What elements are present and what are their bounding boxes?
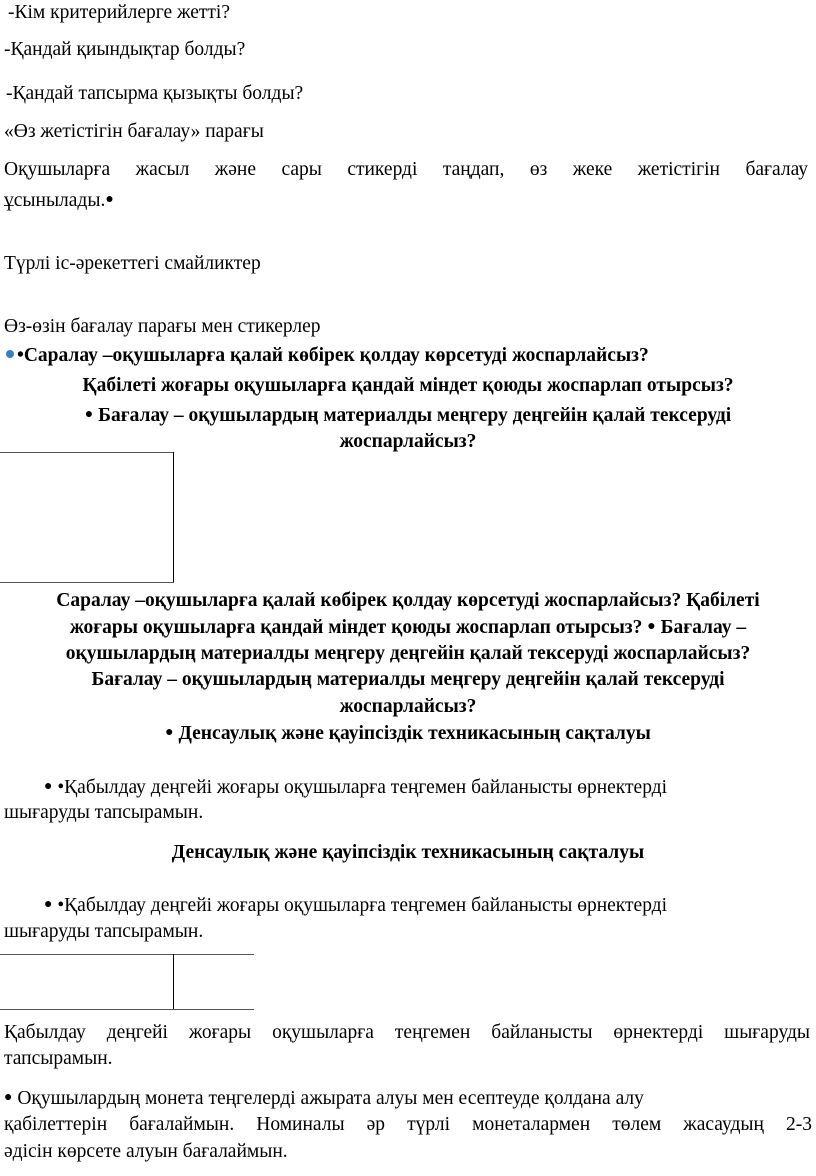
frame-bottom-border	[0, 582, 174, 583]
sticker-text-line1: Оқушыларға жасыл және сары стикерді таңдап, өз жеке жетістігін бағалау	[4, 159, 808, 180]
blue-bullet-icon	[6, 350, 14, 358]
bullet-icon: ●	[165, 725, 174, 740]
bullet-icon: ●	[84, 407, 94, 422]
sticker-text-end: ұсынылады.	[4, 190, 106, 211]
bold-b2a-text: жоғары оқушыларға қандай міндет қоюды жоспарлап отырсыз?	[69, 617, 648, 638]
bold-section-a-line4: жоспарлайсыз?	[339, 431, 477, 452]
bullet-icon: ●	[4, 1090, 13, 1105]
question-criteria: -Кім критерийлерге жетті?	[8, 2, 230, 23]
task-2a-text: •Қабылдау деңгейі жоғары оқушыларға теңгемен байланысты өрнектерді	[52, 895, 668, 916]
bold-section-b-line1: Саралау –оқушыларға қалай көбірек қолдау көрсетуді жоспарлайсыз? Қабілеті	[56, 590, 760, 611]
bullet-icon: ●	[647, 619, 656, 634]
coins-line3: әдісін көрсете алуын бағалаймын.	[4, 1141, 288, 1162]
bold-section-a-line1	[4, 343, 816, 369]
table-top-border	[0, 954, 254, 955]
coins-line2: қабілеттерін бағалаймын. Номиналы әр түрлі монеталармен төлем жасаудың 2-3	[4, 1114, 812, 1135]
task-1-line2: шығаруды тапсырамын.	[4, 802, 204, 823]
question-interesting-task: -Қандай тапсырма қызықты болды?	[6, 83, 304, 104]
task-2-line1	[44, 892, 816, 919]
frame-right-border	[173, 452, 174, 583]
sheet-title: «Өз жетістігін бағалау» парағы	[4, 121, 264, 142]
bold-section-b-line5: жоспарлайсыз?	[339, 696, 477, 717]
task-1a-text: •Қабылдау деңгейі жоғары оқушыларға теңгемен байланысты өрнектерді	[52, 777, 668, 798]
sticker-text-line2	[4, 187, 816, 214]
task-3-line2: тапсырамын.	[4, 1048, 113, 1069]
frame-top-border	[0, 452, 174, 453]
bullet-icon: ●	[44, 897, 53, 912]
coins-line1	[4, 1085, 816, 1112]
question-difficulties: -Қандай қиындықтар болды?	[4, 39, 246, 60]
bold-b2b-text: Бағалау –	[655, 617, 747, 638]
coins-1-text: Оқушылардың монета теңгелерді ажырата алуы мен есептеуде қолдана алу	[12, 1088, 644, 1109]
bold-section-a-line3	[0, 402, 816, 429]
smileys-line: Түрлі іс-әрекеттегі смайликтер	[4, 253, 261, 274]
bold-section-b-line3: оқушылардың материалды меңгеру деңгейін қалай тексеруді жоспарлайсыз?	[65, 643, 751, 664]
bold-section-a-line2: Қабілеті жоғары оқушыларға қандай міндет қоюды жоспарлап отырсыз?	[82, 375, 734, 396]
bold-section-b-line6	[0, 720, 816, 747]
bold-b6-text: Денсаулық және қауіпсіздік техникасының сақталуы	[173, 723, 651, 744]
self-eval-line: Өз-өзін бағалау парағы мен стикерлер	[4, 316, 321, 337]
table-bottom-border	[0, 1009, 254, 1010]
task-1-line1	[44, 774, 816, 801]
health-title: Денсаулық және қауіпсіздік техникасының сақталуы	[171, 842, 645, 863]
bold-section-b-line4: Бағалау – оқушылардың материалды меңгеру деңгейін қалай тексеруді	[91, 669, 725, 690]
bullet-icon: ●	[44, 779, 53, 794]
bold-a1-text: •Саралау –оқушыларға қалай көбірек қолдау көрсетуді жоспарлайсыз?	[17, 345, 649, 366]
bold-section-b-line2	[0, 614, 816, 641]
task-2-line2: шығаруды тапсырамын.	[4, 921, 204, 942]
bold-a3-text: Бағалау – оқушылардың материалды меңгеру деңгейін қалай тексеруді	[93, 405, 732, 426]
bullet-icon: ●	[105, 192, 114, 207]
task-3-line1: Қабылдау деңгейі жоғары оқушыларға теңгемен байланысты өрнектерді шығаруды	[4, 1022, 810, 1043]
table-divider	[173, 954, 174, 1010]
